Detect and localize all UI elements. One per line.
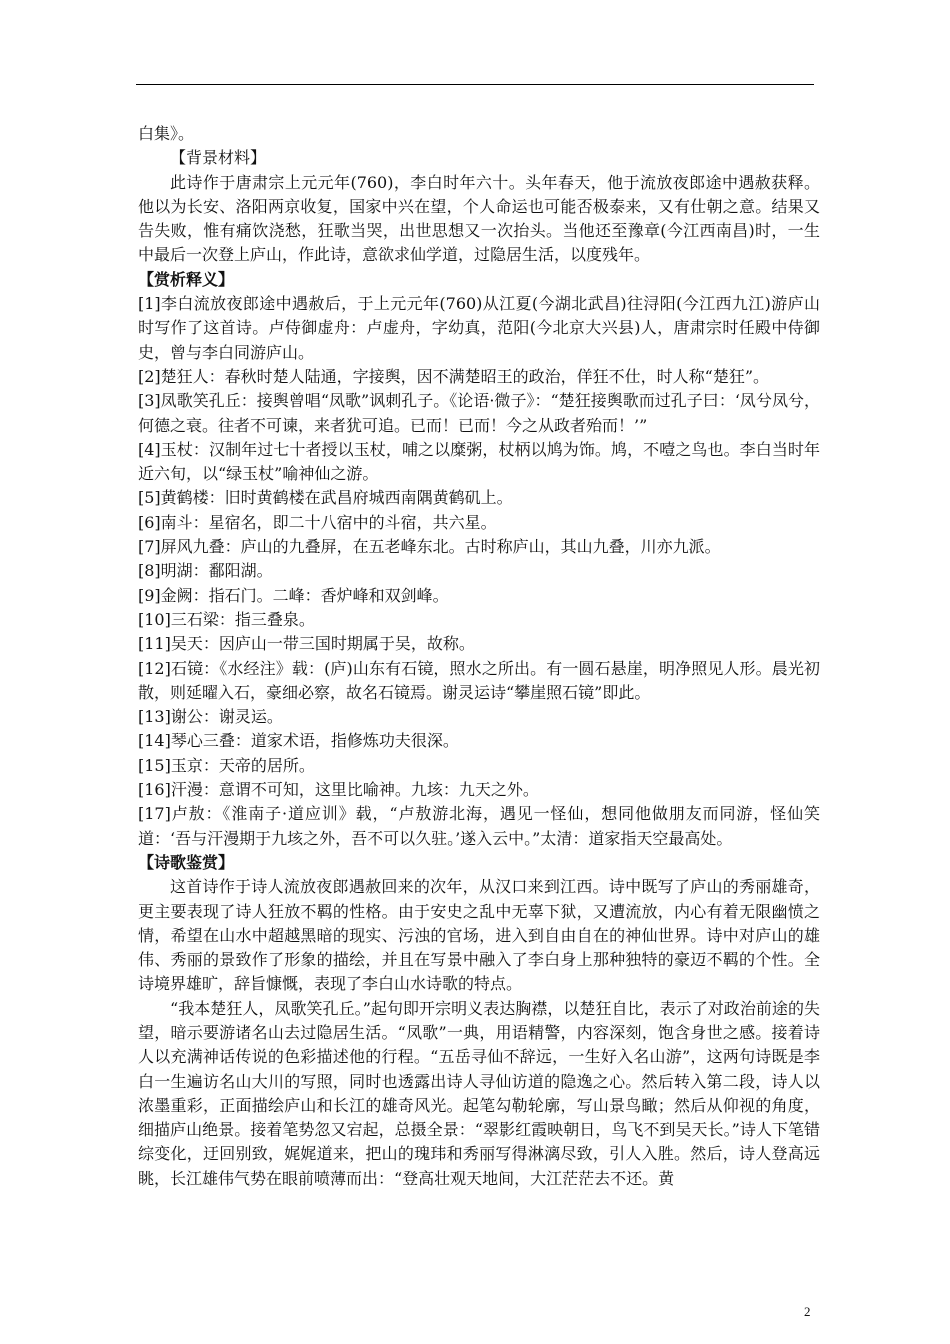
note-7: [7]屏风九叠：庐山的九叠屏，在五老峰东北。古时称庐山，其山九叠，川亦九派。 xyxy=(138,537,721,557)
document-body xyxy=(138,122,820,1191)
note-6: [6]南斗：星宿名，即二十八宿中的斗宿，共六星。 xyxy=(138,512,497,532)
header-rule xyxy=(136,84,814,85)
note-15: [15]玉京：天帝的居所。 xyxy=(138,755,315,775)
note-16: [16]汗漫：意谓不可知，这里比喻神。九垓：九天之外。 xyxy=(138,780,539,800)
note-9: [9]金阙：指石门。二峰：香炉峰和双剑峰。 xyxy=(138,585,449,605)
note-8: [8]明湖：鄱阳湖。 xyxy=(138,561,273,581)
appreciation-paragraph-1: 这首诗作于诗人流放夜郎遇赦回来的次年，从汉口来到江西。诗中既写了庐山的秀丽雄奇，更主要表现了诗人狂放不羁的性格。由于安史之乱中无辜下狱，又遭流放，内心有着无限幽愤之情，希望在山水中超越黑暗的现实、污浊的官场，进入到自由自在的神仙世界。诗中对庐山的雄伟、秀丽的景致作了形象的描绘，并且在写景中融入了李白身上那种独特的豪迈不羁的个性。全诗境界雄旷，辞旨慷慨，表现了李白山水诗歌的特点。 xyxy=(138,877,820,994)
notes-heading: 【赏析释义】 xyxy=(138,269,235,289)
note-12: [12]石镜：《水经注》载：(庐)山东有石镜，照水之所出。有一圆石悬崖，明净照见人形。晨光初散，则延曜入石，豪细必察，故名石镜焉。谢灵运诗“攀崖照石镜”即此。 xyxy=(138,658,820,702)
appreciation-paragraph-2: “我本楚狂人，凤歌笑孔丘。”起句即开宗明义表达胸襟，以楚狂自比，表示了对政治前途的失望，暗示要游诸名山去过隐居生活。“凤歌”一典，用语精警，内容深刻，饱含身世之感。接着诗人以充满神话传说的色彩描述他的行程。“五岳寻仙不辞远，一生好入名山游”，这两句诗既是李白一生遍访名山大川的写照，同时也透露出诗人寻仙访道的隐逸之心。然后转入第二段，诗人以浓墨重彩，正面描绘庐山和长江的雄奇风光。起笔勾勒轮廓，写山景鸟瞰；然后从仰视的角度，细描庐山绝景。接着笔势忽又宕起，总摄全景：“翠影红霞映朝日，鸟飞不到吴天长。”诗人下笔错综变化，迂回别致，娓娓道来，把山的瑰玮和秀丽写得淋漓尽致，引人入胜。然后，诗人登高远眺，长江雄伟气势在眼前喷薄而出：“登高壮观天地间，大江茫茫去不还。黄 xyxy=(138,998,820,1188)
appreciation-heading: 【诗歌鉴赏】 xyxy=(138,852,235,872)
page-number: 2 xyxy=(804,1304,811,1319)
note-13: [13]谢公：谢灵运。 xyxy=(138,707,283,727)
note-2: [2]楚狂人：春秋时楚人陆通，字接舆，因不满楚昭王的政治，佯狂不仕，时人称“楚狂”。 xyxy=(138,366,770,386)
background-heading: 【背景材料】 xyxy=(170,148,267,168)
note-11: [11]吴天：因庐山一带三国时期属于吴，故称。 xyxy=(138,634,475,654)
note-4: [4]玉杖：汉制年过七十者授以玉杖，哺之以糜粥，杖柄以鸠为饰。鸠，不噎之鸟也。李白当时年近六旬，以“绿玉杖”喻神仙之游。 xyxy=(138,439,820,484)
note-3: [3]凤歌笑孔丘：接舆曾唱“凤歌”讽刺孔子。《论语·微子》：“楚狂接舆歌而过孔子曰：‘凤兮凤兮，何德之衰。往者不可谏，来者犹可追。已而！已而！今之从政者殆而！’” xyxy=(138,391,820,435)
opening-line: 白集》。 xyxy=(138,124,195,143)
note-5: [5]黄鹤楼：旧时黄鹤楼在武昌府城西南隅黄鹤矶上。 xyxy=(138,488,513,508)
note-14: [14]琴心三叠：道家术语，指修炼功夫很深。 xyxy=(138,731,459,751)
note-1: [1]李白流放夜郎途中遇赦后，于上元元年(760)从江夏(今湖北武昌)往浔阳(今江西九江)游庐山时写作了这首诗。卢侍御虚舟：卢虚舟，字幼真，范阳(今北京大兴县)人，唐肃宗时任殿中侍御史，曾与李白同游庐山。 xyxy=(138,294,820,362)
note-17: [17]卢敖：《淮南子·道应训》载，“卢敖游北海，遇见一怪仙，想同他做朋友而同游，怪仙笑道：‘吾与汗漫期于九垓之外，吾不可以久驻。’遂入云中。”太清：道家指天空最高处。 xyxy=(138,804,820,848)
background-paragraph: 此诗作于唐肃宗上元元年(760)，李白时年六十。头年春天，他于流放夜郎途中遇赦获释。他以为长安、洛阳两京收复，国家中兴在望，个人命运也可能否极泰来，又有仕朝之意。结果又告失败，惟有痛饮浇愁，狂歌当哭，出世思想又一次抬头。当他还至豫章(今江西南昌)时，一生中最后一次登上庐山，作此诗，意欲求仙学道，过隐居生活，以度残年。 xyxy=(138,172,820,265)
note-10: [10]三石梁：指三叠泉。 xyxy=(138,609,315,629)
